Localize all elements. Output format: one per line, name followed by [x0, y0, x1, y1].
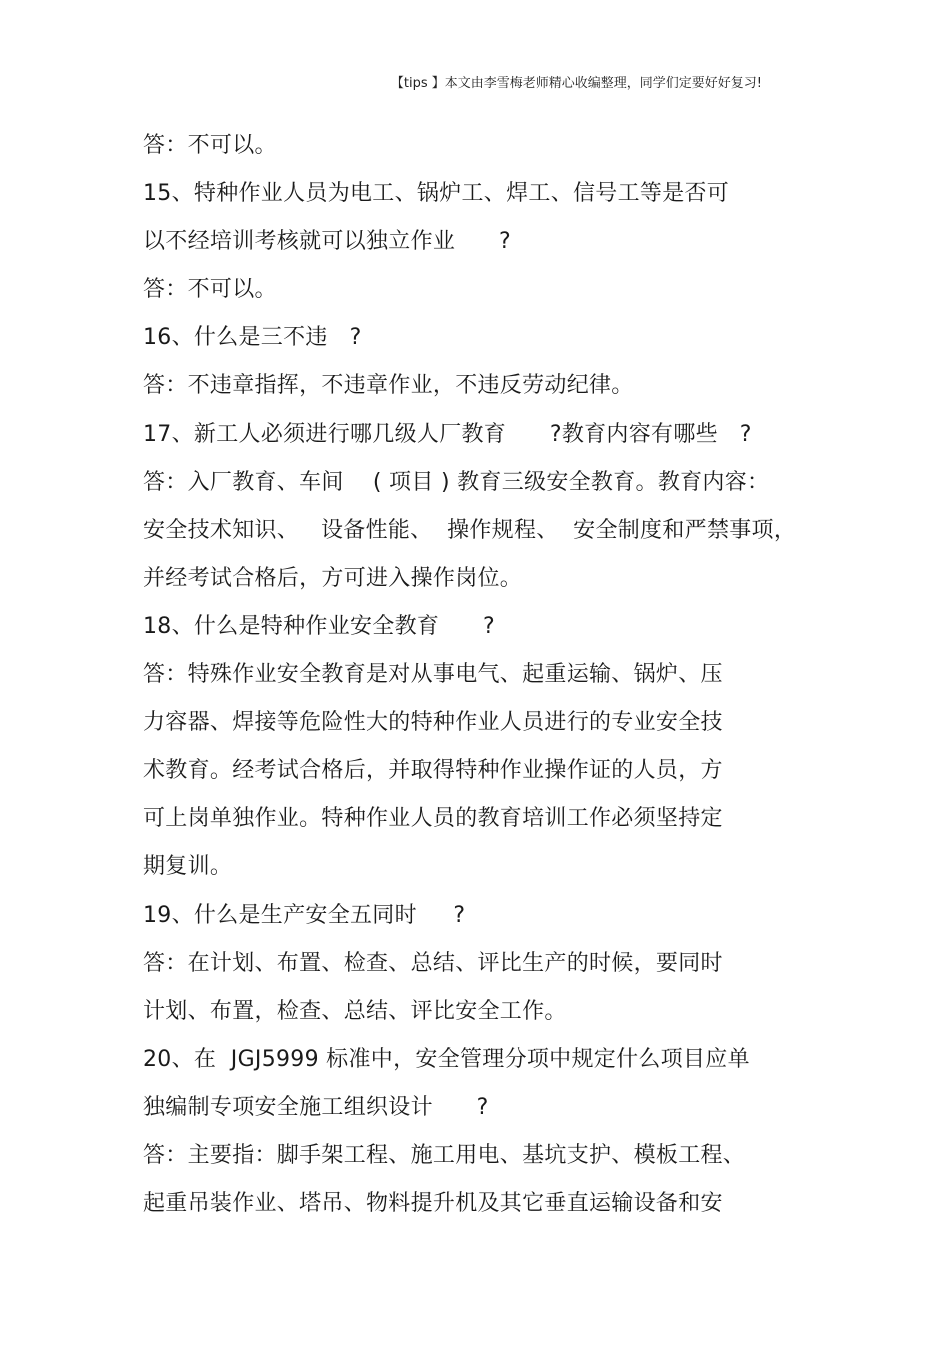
answer-19: 答：在计划、布置、检查、总结、评比生产的时候，要同时	[143, 950, 723, 976]
text-line: 期复训。	[143, 854, 233, 880]
text-line: 独编制专项安全施工组织设计 ?	[143, 1094, 489, 1120]
answer-17: 答：入厂教育、车间 ( 项目 ) 教育三级安全教育。教育内容：	[143, 469, 770, 495]
text-line: 力容器、焊接等危险性大的特种作业人员进行的专业安全技	[143, 710, 723, 736]
question-15: 15、特种作业人员为电工、锅炉工、焊工、信号工等是否可	[143, 181, 730, 207]
answer-15: 答：不可以。	[143, 277, 277, 303]
answer-16: 答：不违章指挥，不违章作业，不违反劳动纪律。	[143, 373, 634, 399]
question-18: 18、什么是特种作业安全教育 ?	[143, 613, 495, 639]
question-17: 17、新工人必须进行哪几级人厂教育 ?教育内容有哪些 ?	[143, 421, 752, 447]
text-line: 可上岗单独作业。特种作业人员的教育培训工作必须坚持定	[143, 806, 723, 832]
text-line: 术教育。经考试合格后，并取得特种作业操作证的人员，方	[143, 758, 723, 784]
document-body	[143, 128, 843, 1234]
question-20: 20、在 JGJ5999 标准中，安全管理分项中规定什么项目应单	[143, 1046, 750, 1072]
text-line: 答：不可以。	[143, 133, 277, 158]
answer-18: 答：特殊作业安全教育是对从事电气、起重运输、锅炉、压	[143, 662, 723, 688]
text-line: 安全技术知识、 设备性能、 操作规程、 安全制度和严禁事项，	[143, 517, 797, 543]
text-line: 以不经培训考核就可以独立作业 ?	[143, 229, 511, 255]
text-line: 计划、布置，检查、总结、评比安全工作。	[143, 998, 567, 1024]
question-16: 16、什么是三不违 ?	[143, 325, 362, 351]
text-line: 起重吊装作业、塔吊、物料提升机及其它垂直运输设备和安	[143, 1191, 723, 1217]
answer-20: 答：主要指：脚手架工程、施工用电、基坑支护、模板工程、	[143, 1142, 746, 1168]
question-19: 19、什么是生产安全五同时 ?	[143, 902, 466, 928]
text-line: 并经考试合格后，方可进入操作岗位。	[143, 565, 523, 591]
page-header-tips: 【tips 】本文由李雪梅老师精心收编整理，同学们定要好好复习!	[390, 76, 762, 91]
